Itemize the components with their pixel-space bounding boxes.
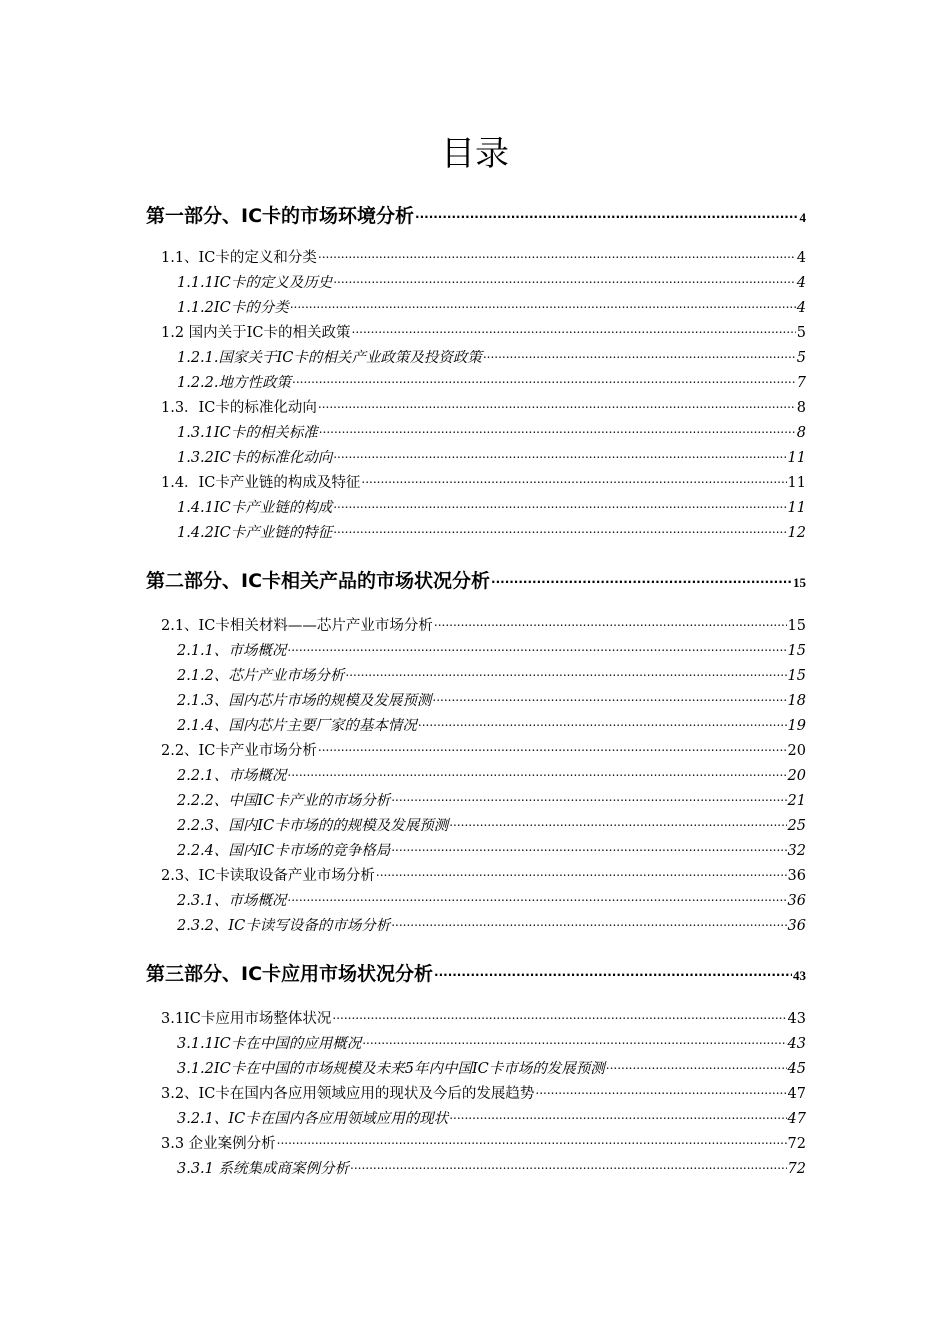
toc-entry[interactable]	[161, 1132, 806, 1153]
toc-entry-label: 1.1.1IC卡的定义及历史	[177, 275, 333, 291]
dot-leader	[333, 524, 786, 537]
toc-entry[interactable]	[177, 421, 806, 442]
dot-leader	[333, 274, 796, 287]
toc-entry[interactable]	[177, 271, 806, 292]
dot-leader	[318, 742, 787, 755]
dot-leader	[362, 1035, 786, 1048]
toc-page-number: 47	[787, 1086, 806, 1102]
toc-entry-label: 第三部分、IC卡应用市场状况分析	[146, 963, 434, 985]
toc-page-number: 4	[796, 300, 806, 316]
toc-page-number: 72	[787, 1161, 806, 1177]
toc-entry-label: 3.1IC卡应用市场整体状况	[161, 1011, 332, 1027]
toc-page-number: 18	[787, 693, 806, 709]
toc-entry-label: 1.4.1IC卡产业链的构成	[177, 500, 333, 516]
toc-entry-label: 2.2.3、国内IC卡市场的的规模及发展预测	[177, 818, 449, 834]
toc-entry[interactable]	[161, 739, 806, 760]
toc-page-number: 43	[787, 1011, 806, 1027]
dot-leader	[318, 399, 796, 412]
toc-entry-label: 1.4.2IC卡产业链的特征	[177, 525, 333, 541]
toc-page-number: 45	[787, 1061, 806, 1077]
toc-part-entry[interactable]	[146, 959, 806, 986]
toc-page-number: 25	[787, 818, 806, 834]
toc-entry[interactable]	[177, 814, 806, 835]
toc-entry-label: 3.1.1IC卡在中国的应用概况	[177, 1036, 362, 1052]
toc-entry[interactable]	[177, 1157, 806, 1178]
toc-entry-label: 1.3．IC卡的标准化动向	[161, 400, 317, 416]
dot-leader	[449, 1110, 786, 1123]
dot-leader	[352, 324, 796, 337]
toc-page-number: 11	[787, 475, 806, 491]
toc-page-number: 36	[787, 868, 806, 884]
dot-leader	[391, 842, 786, 855]
dot-leader	[319, 424, 796, 437]
toc-entry-label: 2.2.1、市场概况	[177, 768, 287, 784]
dot-leader	[350, 1160, 787, 1173]
toc-entry-label: 2.1.3、国内芯片市场的规模及发展预测	[177, 693, 432, 709]
dot-leader	[287, 892, 786, 905]
toc-entry[interactable]	[177, 714, 806, 735]
toc-entry-label: 2.2.2、中国IC卡产业的市场分析	[177, 793, 391, 809]
toc-part-entry[interactable]	[146, 201, 806, 228]
dot-leader	[449, 817, 786, 830]
toc-entry-label: 2.3.2、IC卡读写设备的市场分析	[177, 918, 391, 934]
toc-entry[interactable]	[177, 689, 806, 710]
toc-page-number: 5	[796, 350, 806, 366]
toc-part-entry[interactable]	[146, 566, 806, 593]
dot-leader	[332, 1010, 786, 1023]
toc-entry[interactable]	[161, 321, 806, 342]
toc-page-number: 43	[787, 1036, 806, 1052]
toc-entry-label: 1.3.1IC卡的相关标准	[177, 425, 318, 441]
toc-entry[interactable]	[177, 1032, 806, 1053]
dot-leader	[434, 617, 787, 630]
toc-entry-label: 3.2、IC卡在国内各应用领域应用的现状及今后的发展趋势	[161, 1086, 535, 1102]
toc-entry-label: 1.4．IC卡产业链的构成及特征	[161, 475, 361, 491]
toc-entry-label: 1.3.2IC卡的标准化动向	[177, 450, 333, 466]
dot-leader	[535, 1085, 786, 1098]
dot-leader	[277, 1135, 787, 1148]
toc-page-number: 15	[793, 575, 806, 590]
dot-leader	[318, 249, 796, 262]
toc-entry-label: 2.3.1、市场概况	[177, 893, 287, 909]
dot-leader	[287, 642, 786, 655]
dot-leader	[292, 374, 796, 387]
toc-entry[interactable]	[177, 346, 806, 367]
toc-page-number: 15	[787, 668, 806, 684]
dot-leader	[434, 967, 792, 980]
toc-entry-label: 第二部分、IC卡相关产品的市场状况分析	[146, 570, 491, 592]
toc-page-number: 15	[787, 643, 806, 659]
dot-leader	[290, 299, 796, 312]
toc-entry-label: 2.2、IC卡产业市场分析	[161, 743, 317, 759]
toc-entry[interactable]	[177, 1107, 806, 1128]
toc-page-number: 36	[787, 918, 806, 934]
toc-entry-label: 3.3.1 系统集成商案例分析	[177, 1161, 350, 1177]
toc-entry[interactable]	[177, 1057, 806, 1078]
toc-entry[interactable]	[177, 496, 806, 517]
toc-entry[interactable]	[177, 521, 806, 542]
toc-entry-label: 3.2.1、IC卡在国内各应用领域应用的现状	[177, 1111, 449, 1127]
toc-entry[interactable]	[161, 396, 806, 417]
toc-page-number: 12	[787, 525, 806, 541]
toc-entry-label: 1.2.2.地方性政策	[177, 375, 292, 391]
toc-entry-label: 2.1.1、市场概况	[177, 643, 287, 659]
toc-entry[interactable]	[177, 914, 806, 935]
toc-page-number: 4	[796, 250, 806, 266]
toc-page-number: 15	[787, 618, 806, 634]
toc-entry-label: 2.1、IC卡相关材料——芯片产业市场分析	[161, 618, 433, 634]
toc-entry-label: 2.3、IC卡读取设备产业市场分析	[161, 868, 375, 884]
toc-title: 目录	[441, 134, 509, 174]
dot-leader	[483, 349, 796, 362]
toc-entry[interactable]	[177, 371, 806, 392]
toc-entry-label: 1.2 国内关于IC卡的相关政策	[161, 325, 351, 341]
dot-leader	[333, 449, 786, 462]
toc-entry[interactable]	[177, 639, 806, 660]
toc-entry-label: 2.1.2、芯片产业市场分析	[177, 668, 345, 684]
toc-entry[interactable]	[177, 664, 806, 685]
toc-entry-label: 3.1.2IC卡在中国的市场规模及未来5年内中国IC卡市场的发展预测	[177, 1061, 605, 1077]
toc-page-number: 32	[787, 843, 806, 859]
dot-leader	[345, 667, 786, 680]
toc-page-number: 5	[796, 325, 806, 341]
toc-entry[interactable]	[161, 614, 806, 635]
toc-entry-label: 3.3 企业案例分析	[161, 1136, 276, 1152]
toc-page-number: 20	[787, 743, 806, 759]
toc-entry[interactable]	[177, 446, 806, 467]
dot-leader	[418, 717, 787, 730]
dot-leader	[391, 792, 786, 805]
toc-page-number: 72	[787, 1136, 806, 1152]
dot-leader	[432, 692, 786, 705]
toc-page-number: 11	[787, 500, 806, 516]
toc-entry[interactable]	[161, 1082, 806, 1103]
dot-leader	[376, 867, 787, 880]
toc-entry-label: 第一部分、IC卡的市场环境分析	[146, 205, 415, 227]
dot-leader	[361, 474, 786, 487]
toc-entry[interactable]	[177, 839, 806, 860]
toc-entry-label: 2.1.4、国内芯片主要厂家的基本情况	[177, 718, 417, 734]
toc-entry[interactable]	[161, 1007, 806, 1028]
dot-leader	[491, 574, 792, 587]
dot-leader	[391, 917, 786, 930]
toc-entry[interactable]	[161, 246, 806, 267]
toc-page-number: 47	[787, 1111, 806, 1127]
toc-entry[interactable]	[161, 471, 806, 492]
toc-page-number: 36	[787, 893, 806, 909]
toc-page-number: 8	[796, 425, 806, 441]
toc-page-number: 21	[787, 793, 806, 809]
toc-page-number: 4	[799, 210, 806, 225]
toc-entry-label: 2.2.4、国内IC卡市场的竞争格局	[177, 843, 391, 859]
toc-entry-label: 1.2.1.国家关于IC卡的相关产业政策及投资政策	[177, 350, 482, 366]
toc-page-number: 11	[787, 450, 806, 466]
dot-leader	[606, 1060, 787, 1073]
toc-entry-label: 1.1.2IC卡的分类	[177, 300, 289, 316]
toc-page-number: 4	[796, 275, 806, 291]
toc-entry[interactable]	[177, 296, 806, 317]
toc-page-number: 8	[796, 400, 806, 416]
toc-page-number: 43	[793, 968, 806, 983]
toc-entry[interactable]	[177, 789, 806, 810]
toc-entry[interactable]	[177, 889, 806, 910]
toc-page-number: 7	[796, 375, 806, 391]
toc-entry[interactable]	[161, 864, 806, 885]
toc-entry[interactable]	[177, 764, 806, 785]
toc-page-number: 20	[787, 768, 806, 784]
toc-page-number: 19	[787, 718, 806, 734]
dot-leader	[415, 209, 798, 222]
dot-leader	[287, 767, 786, 780]
dot-leader	[333, 499, 786, 512]
toc-entry-label: 1.1、IC卡的定义和分类	[161, 250, 317, 266]
